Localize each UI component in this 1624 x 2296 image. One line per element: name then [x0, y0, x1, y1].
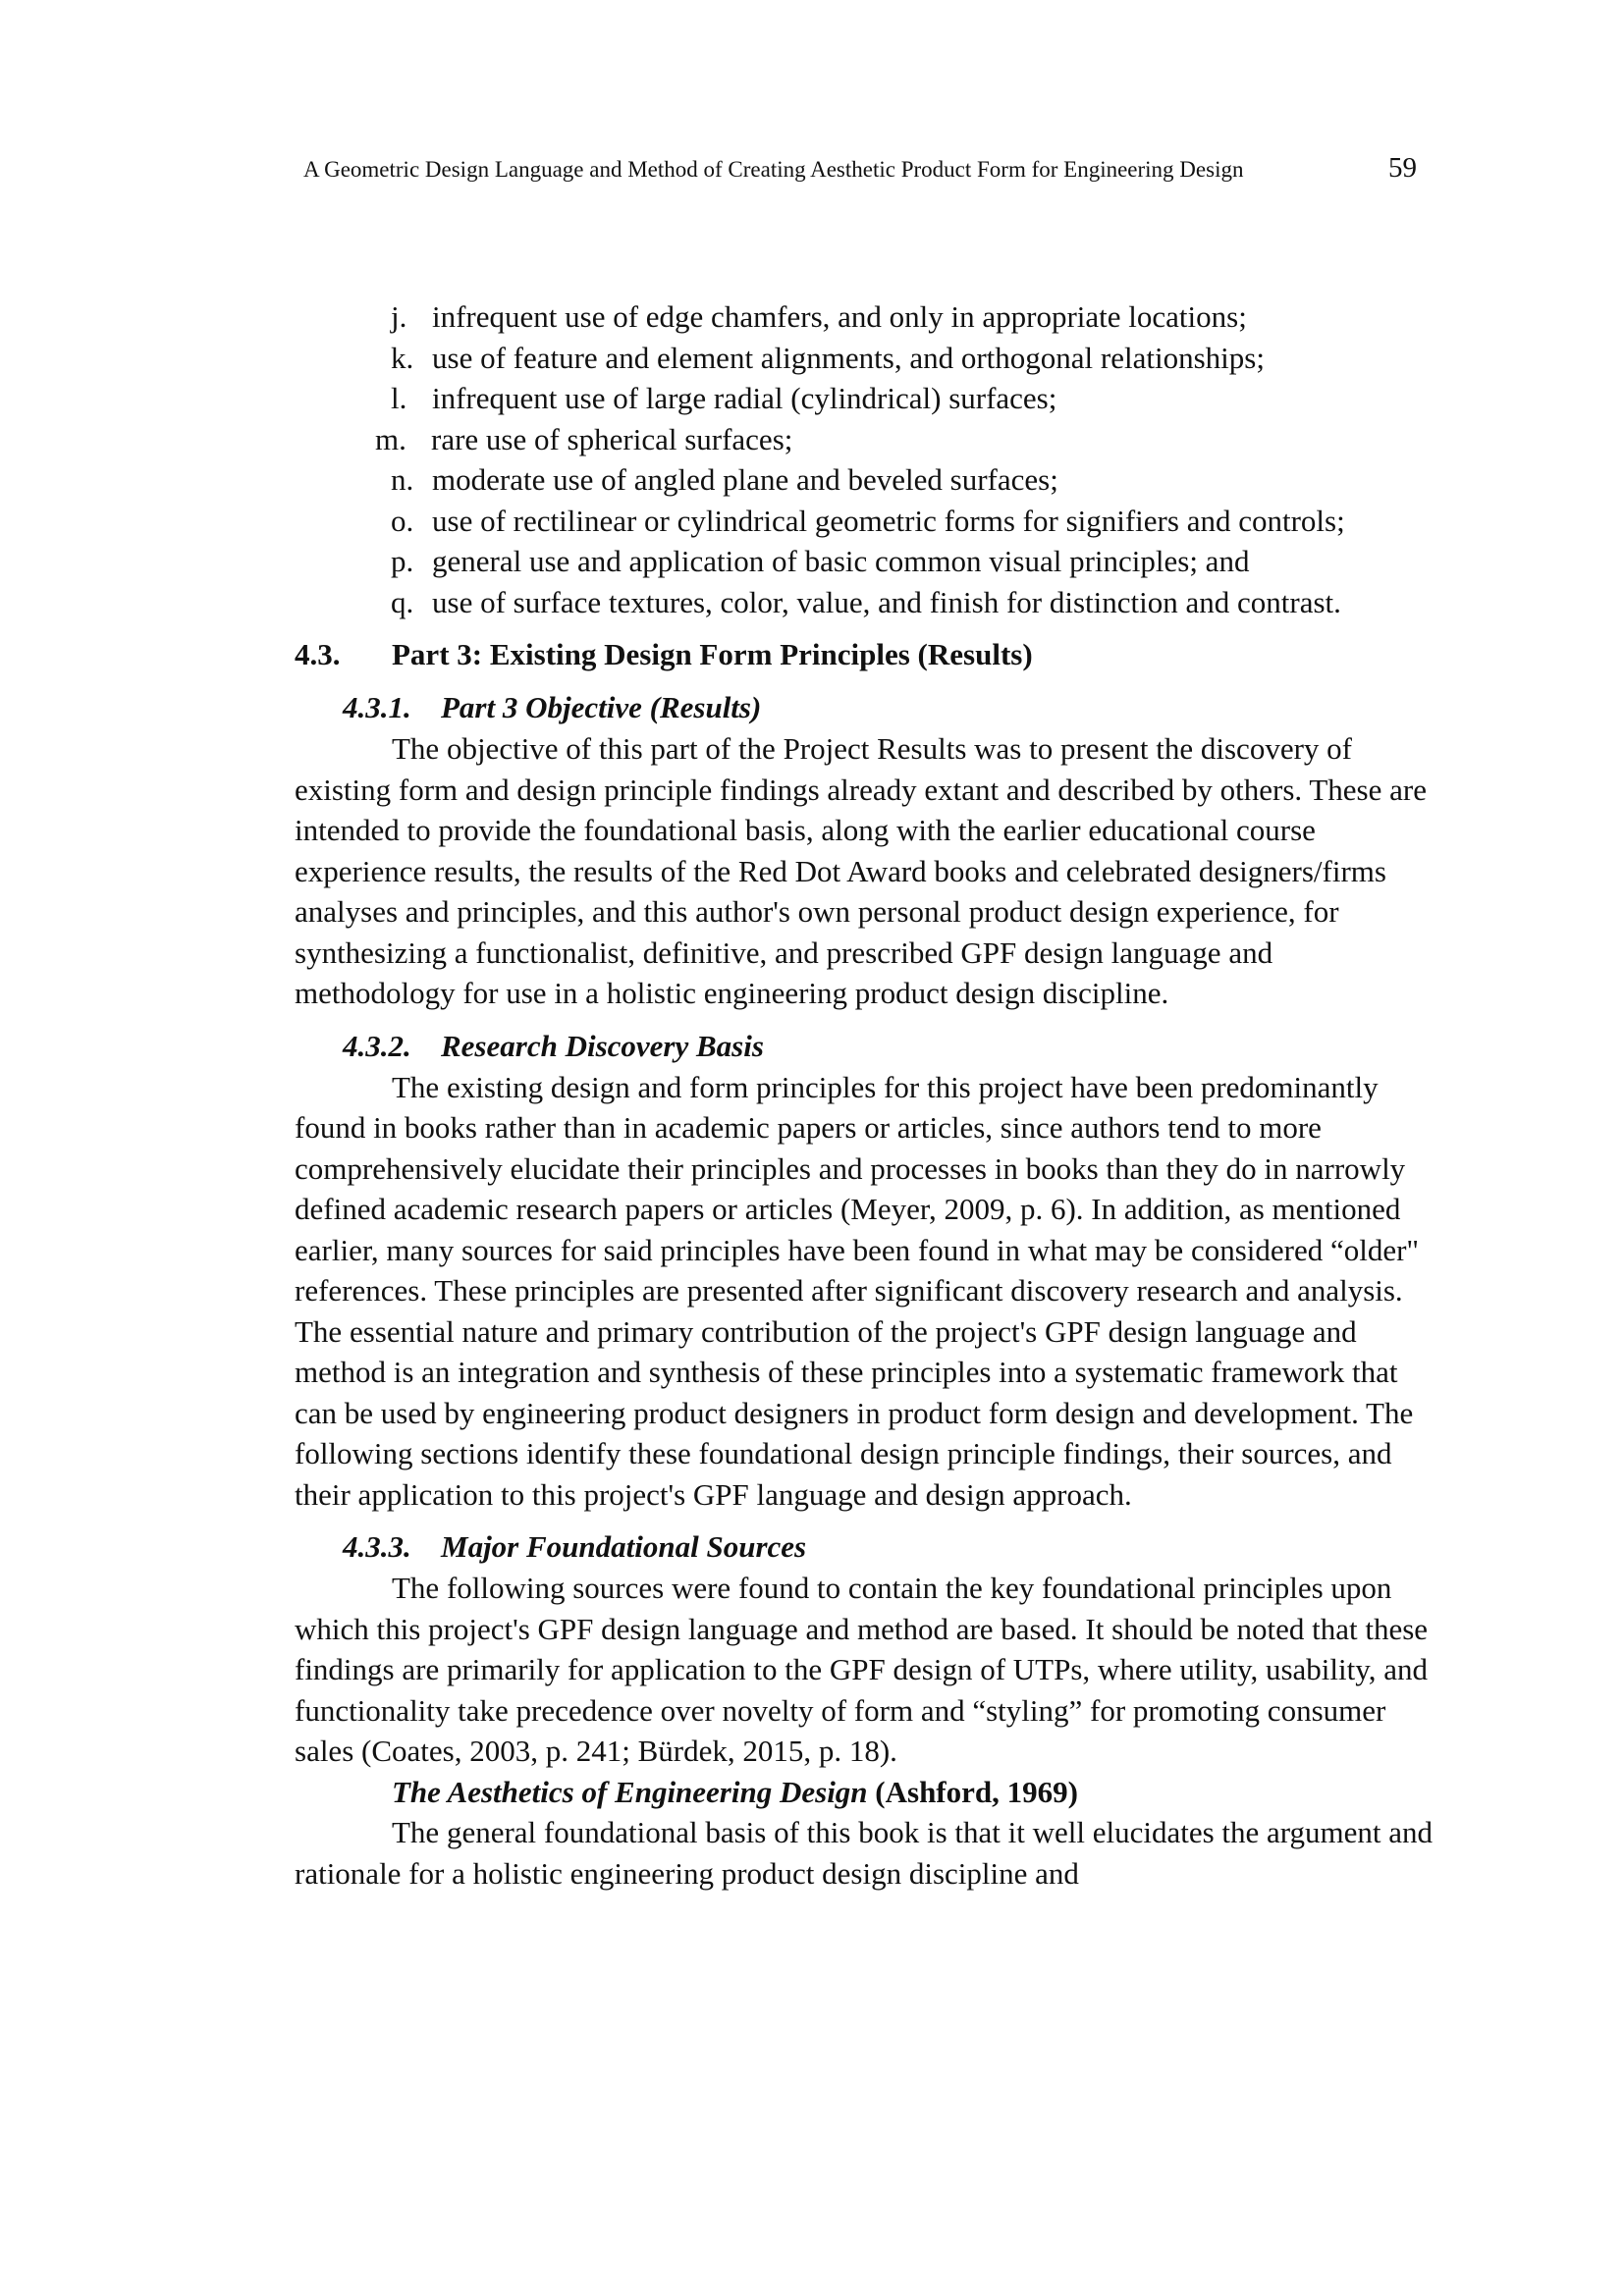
- page-number: 59: [1388, 152, 1417, 184]
- subsection-title: Major Foundational Sources: [441, 1529, 807, 1564]
- source-title: The Aesthetics of Engineering Design: [392, 1774, 868, 1809]
- list-item: [295, 419, 1434, 460]
- subsection-title: Part 3 Objective (Results): [441, 690, 762, 724]
- criteria-list: [295, 296, 1434, 622]
- running-header: A Geometric Design Language and Method of Creating Aesthetic Product Form for Engineering Design: [303, 157, 1244, 182]
- list-item: [295, 338, 1434, 379]
- list-item-text: general use and application of basic common visual principles; and: [432, 544, 1250, 578]
- subsection-title: Research Discovery Basis: [441, 1028, 764, 1063]
- list-item: [295, 541, 1434, 582]
- list-item: [295, 501, 1434, 542]
- list-marker: k.: [391, 340, 414, 375]
- subsection-heading: [343, 687, 1434, 728]
- list-item-text: use of feature and element alignments, and orthogonal relationships;: [432, 340, 1265, 375]
- list-marker: p.: [391, 544, 414, 578]
- subsection-heading: [343, 1526, 1434, 1568]
- list-marker: q.: [391, 584, 414, 619]
- subsection-number: 4.3.1.: [343, 690, 411, 724]
- list-marker: j.: [391, 299, 407, 334]
- list-item: [295, 582, 1434, 623]
- subsection-number: 4.3.3.: [343, 1529, 411, 1564]
- list-item-text: moderate use of angled plane and beveled surfaces;: [432, 462, 1058, 497]
- section-heading: [295, 634, 1434, 675]
- list-item: [295, 296, 1434, 338]
- subsection-number: 4.3.2.: [343, 1028, 411, 1063]
- body-paragraph: The objective of this part of the Project Results was to present the discovery of existing form and design principle findings already extant and described by others. These are intended to provide the foundational basis, along with the earlier educational course experience results, the results of the Red Dot Award books and celebrated designers/firms analyses and principles, and this author's own personal product design experience, for synthesizing a functionalist, definitive, and prescribed GPF design language and methodology for use in a holistic engineering product design discipline.: [295, 731, 1427, 1010]
- source-entry-heading: [295, 1772, 1434, 1813]
- list-marker: n.: [391, 462, 414, 497]
- section-title: Part 3: Existing Design Form Principles (Results): [392, 637, 1033, 671]
- list-item: [295, 459, 1434, 501]
- list-item-text: use of rectilinear or cylindrical geometric forms for signifiers and controls;: [432, 503, 1345, 538]
- source-author: (Ashford, 1969): [875, 1774, 1078, 1809]
- subsection-heading: [343, 1026, 1434, 1067]
- list-item-text: infrequent use of edge chamfers, and only in appropriate locations;: [432, 299, 1247, 334]
- list-item-text: rare use of spherical surfaces;: [431, 421, 793, 456]
- list-marker: o.: [391, 503, 414, 538]
- list-item-text: infrequent use of large radial (cylindrical) surfaces;: [432, 381, 1057, 415]
- page-content: [295, 296, 1434, 1894]
- list-marker: m.: [375, 421, 406, 456]
- body-paragraph: The general foundational basis of this book is that it well elucidates the argument and rationale for a holistic engineering product design discipline and: [295, 1815, 1434, 1891]
- section-number: 4.3.: [295, 637, 341, 671]
- list-item: [295, 378, 1434, 419]
- body-paragraph: The following sources were found to contain the key foundational principles upon which this project's GPF design language and method are based. It should be noted that these findings are primarily for application to the GPF design of UTPs, where utility, usability, and functionality take precedence over novelty of form and “styling” for promoting consumer sales (Coates, 2003, p. 241; Bürdek, 2015, p. 18).: [295, 1571, 1429, 1768]
- list-marker: l.: [391, 381, 407, 415]
- body-paragraph: The existing design and form principles for this project have been predominantly found in books rather than in academic papers or articles, since authors tend to more comprehensively elucidate their principles and processes in books than they do in narrowly defined academic research papers or articles (Meyer, 2009, p. 6). In addition, as mentioned earlier, many sources for said principles have been found in what may be considered “older" references. These principles are presented after significant discovery research and analysis. The essential nature and primary contribution of the project's GPF design language and method is an integration and synthesis of these principles into a systematic framework that can be used by engineering product designers in product form design and development. The following sections identify these foundational design principle findings, their sources, and their application to this project's GPF language and design approach.: [295, 1069, 1420, 1512]
- list-item-text: use of surface textures, color, value, and finish for distinction and contrast.: [432, 584, 1341, 619]
